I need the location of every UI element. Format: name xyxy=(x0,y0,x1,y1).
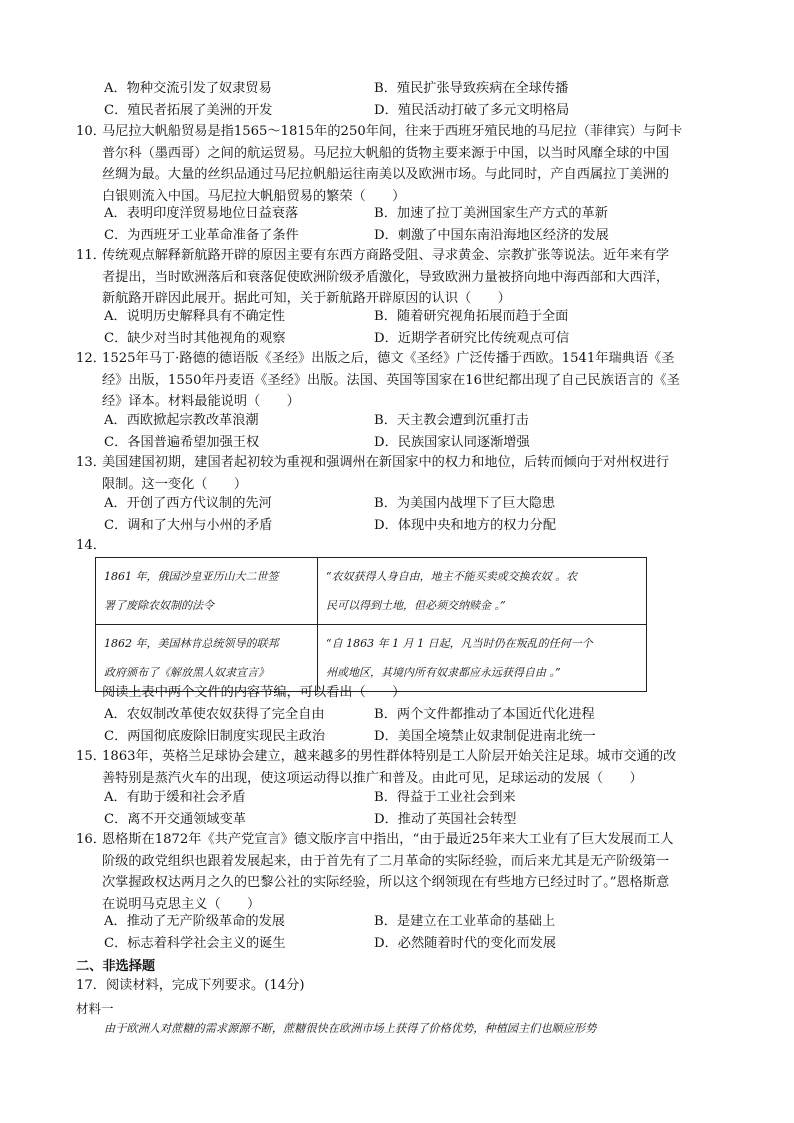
table-cell xyxy=(96,558,318,625)
question-stem-line: 在说明马克思主义（ ） xyxy=(102,896,261,912)
q11-option-c[interactable]: C．缺少对当时其他视角的观察 xyxy=(104,330,286,346)
question-stem-line: 阶级的政党组织也跟着发展起来，由于首先有了二月革命的实际经验，而后来尤其是无产阶级第一 xyxy=(102,853,670,869)
q10-options xyxy=(104,203,724,246)
q14-option-a[interactable]: A．农奴制改革使农奴获得了完全自由 xyxy=(104,707,325,722)
question-11 xyxy=(76,245,736,310)
question-number: 13． xyxy=(76,455,106,470)
question-10 xyxy=(76,121,736,207)
q15-options xyxy=(104,787,724,830)
q13-option-d[interactable]: D．体现中央和地方的权力分配 xyxy=(374,517,557,533)
q16-option-d[interactable]: D．必然随着时代的变化而发展 xyxy=(374,935,557,951)
question-stem-line: 白银则流入中国。马尼拉大帆船贸易的繁荣（ ） xyxy=(102,188,406,204)
q10-option-d[interactable]: D．刺激了中国东南沿海地区经济的发展 xyxy=(374,227,609,243)
q16-option-a[interactable]: A．推动了无产阶级革命的发展 xyxy=(104,914,285,929)
question-stem-line: 经》出版，1550年丹麦语《圣经》出版。法国、英国等国家在16世纪都出现了自己民族语言的《圣 xyxy=(102,372,680,388)
q10-option-c[interactable]: C．为西班牙工业革命准备了条件 xyxy=(104,227,299,243)
table-cell-line: 政府颁布了《解放黑人奴隶宣言》 xyxy=(104,666,269,679)
q9-option-b[interactable]: B．殖民扩张导致疾病在全球传播 xyxy=(374,81,569,96)
q14-options xyxy=(104,704,724,747)
q16-option-c[interactable]: C．标志着科学社会主义的诞生 xyxy=(104,935,286,951)
q13-option-b[interactable]: B．为美国内战埋下了巨大隐患 xyxy=(374,496,556,511)
question-stem-line: 丝绸为最。大量的丝织品通过马尼拉帆船运往南美以及欧洲市场。与此同时，产自西属拉丁美洲的 xyxy=(102,167,670,182)
table-cell-line: “农奴获得人身自由，地主不能买卖或交换农奴 。农 xyxy=(326,570,578,583)
question-stem-line: 新航路开辟因此展开。据此可知，关于新航路开辟原因的认识（ ） xyxy=(102,291,511,306)
question-stem-line: 传统观点解释新航路开辟的原因主要有东西方商路受阻、寻求黄金、宗教扩张等说法。近年来有学 xyxy=(102,248,670,263)
q11-option-a[interactable]: A．说明历史解释具有不确定性 xyxy=(104,309,285,324)
question-12 xyxy=(76,348,736,413)
question-16 xyxy=(76,829,736,915)
question-14-prompt xyxy=(76,682,736,704)
q9-option-a[interactable]: A．物种交流引发了奴隶贸易 xyxy=(104,81,272,96)
table-cell-line: 署了废除农奴制的法令 xyxy=(104,599,214,612)
material-text-line: 由于欧洲人对蔗糖的需求源源不断，蔗糖很快在欧洲市场上获得了价格优势，种植园主们也顺应形势 xyxy=(104,1022,597,1035)
question-number: 11． xyxy=(76,248,106,263)
table-cell xyxy=(318,558,647,625)
table-cell-line: 1861 年，俄国沙皇亚历山大二世签 xyxy=(104,570,279,583)
q11-options xyxy=(104,306,724,349)
q9-options xyxy=(104,78,724,121)
question-stem-line: 17．阅读材料，完成下列要求。(14分) xyxy=(76,978,305,993)
q11-option-b[interactable]: B．随着研究视角拓展而趋于全面 xyxy=(374,309,569,324)
table-cell-line: “自 1863 年 1 月 1 日起，凡当时仍在叛乱的任何一个 xyxy=(326,637,593,650)
q13-options xyxy=(104,493,724,536)
section-heading: 二、非选择题 xyxy=(76,959,156,974)
q9-option-d[interactable]: D．殖民活动打破了多元文明格局 xyxy=(374,102,570,118)
question-stem-line: 1863年，英格兰足球协会建立，越来越多的男性群体特别是工人阶层开始关注足球。城市交通的改 xyxy=(102,749,677,764)
question-17 xyxy=(76,975,736,997)
question-stem-line: 恩格斯在1872年《共产党宣言》德文版序言中指出，“由于最近25年来大工业有了巨大发展而工人 xyxy=(102,832,674,847)
table-row xyxy=(96,558,647,625)
q13-option-a[interactable]: A．开创了西方代议制的先河 xyxy=(104,496,272,511)
material-label: 材料一 xyxy=(76,1001,114,1016)
q12-option-c[interactable]: C．各国普遍希望加强王权 xyxy=(104,434,260,450)
question-stem-line: 善特别是蒸汽火车的出现，使这项运动得以推广和普及。由此可见，足球运动的发展（ ） xyxy=(102,770,643,786)
q15-option-d[interactable]: D．推动了英国社会转型 xyxy=(374,811,517,827)
q13-option-c[interactable]: C．调和了大州与小州的矛盾 xyxy=(104,517,273,533)
q15-option-c[interactable]: C．离不开交通领域变革 xyxy=(104,811,246,827)
question-number: 15． xyxy=(76,749,106,764)
question-number: 16． xyxy=(76,832,106,847)
q14-document-table xyxy=(95,557,647,692)
question-number: 12． xyxy=(76,351,106,366)
question-13 xyxy=(76,452,736,495)
q10-option-a[interactable]: A．表明印度洋贸易地位日益衰落 xyxy=(104,206,299,221)
question-stem-line: 美国建国初期，建国者起初较为重视和强调州在新国家中的权力和地位，后转而倾向于对州权进行 xyxy=(102,455,670,470)
q14-option-b[interactable]: B．两个文件都推动了本国近代化进程 xyxy=(374,707,595,722)
q12-option-a[interactable]: A．西欧掀起宗教改革浪潮 xyxy=(104,413,259,428)
q14-option-d[interactable]: D．美国全境禁止奴隶制促进南北统一 xyxy=(374,728,596,744)
question-stem-line: 限制。这一变化（ ） xyxy=(102,476,248,492)
q10-option-b[interactable]: B．加速了拉丁美洲国家生产方式的革新 xyxy=(374,206,608,221)
question-number: 10． xyxy=(76,124,106,139)
q14-option-c[interactable]: C．两国彻底废除旧制度实现民主政治 xyxy=(104,728,326,744)
q16-options xyxy=(104,911,724,954)
table-cell-line: 民可以得到土地，但必须交纳赎金 。” xyxy=(326,599,506,612)
q12-options xyxy=(104,410,724,453)
question-15 xyxy=(76,746,736,789)
q9-option-c[interactable]: C．殖民者拓展了美洲的开发 xyxy=(104,102,273,118)
q16-option-b[interactable]: B．是建立在工业革命的基础上 xyxy=(374,914,556,929)
question-stem-line: 者提出，当时欧洲落后和衰落促使欧洲阶级矛盾激化，导致欧洲力量被挤向地中海西部和大西洋， xyxy=(102,269,670,285)
q15-option-a[interactable]: A．有助于缓和社会矛盾 xyxy=(104,790,246,805)
question-stem-line: 阅读上表中两个文件的内容节编，可以看出（ ） xyxy=(102,685,406,700)
q15-option-b[interactable]: B．得益于工业社会到来 xyxy=(374,790,516,805)
q11-option-d[interactable]: D．近期学者研究比传统观点可信 xyxy=(374,330,570,346)
q12-option-d[interactable]: D．民族国家认同逐渐增强 xyxy=(374,434,530,450)
table-cell-line: 州或地区，其境内所有奴隶都应永远获得自由 。” xyxy=(326,666,561,679)
table-cell-line: 1862 年，美国林肯总统领导的联邦 xyxy=(104,637,279,650)
question-stem-line: 马尼拉大帆船贸易是指1565～1815年的250年间，往来于西班牙殖民地的马尼拉（菲律宾）与阿卡 xyxy=(102,124,683,139)
q12-option-b[interactable]: B．天主教会遭到沉重打击 xyxy=(374,413,529,428)
question-stem-line: 1525年马丁·路德的德语版《圣经》出版之后，德文《圣经》广泛传播于西欧。1541年瑞典语《圣 xyxy=(102,351,675,366)
question-stem-line: 普尔科（墨西哥）之间的航运贸易。马尼拉大帆船的货物主要来源于中国，以当时风靡全球的中国 xyxy=(102,145,670,161)
question-number: 14． xyxy=(76,538,106,553)
question-stem-line: 次掌握政权达两月之久的巴黎公社的实际经验，所以这个纲领现在有些地方已经过时了。”恩格斯意 xyxy=(102,875,670,890)
question-stem-line: 经》译本。材料最能说明（ ） xyxy=(102,394,300,409)
